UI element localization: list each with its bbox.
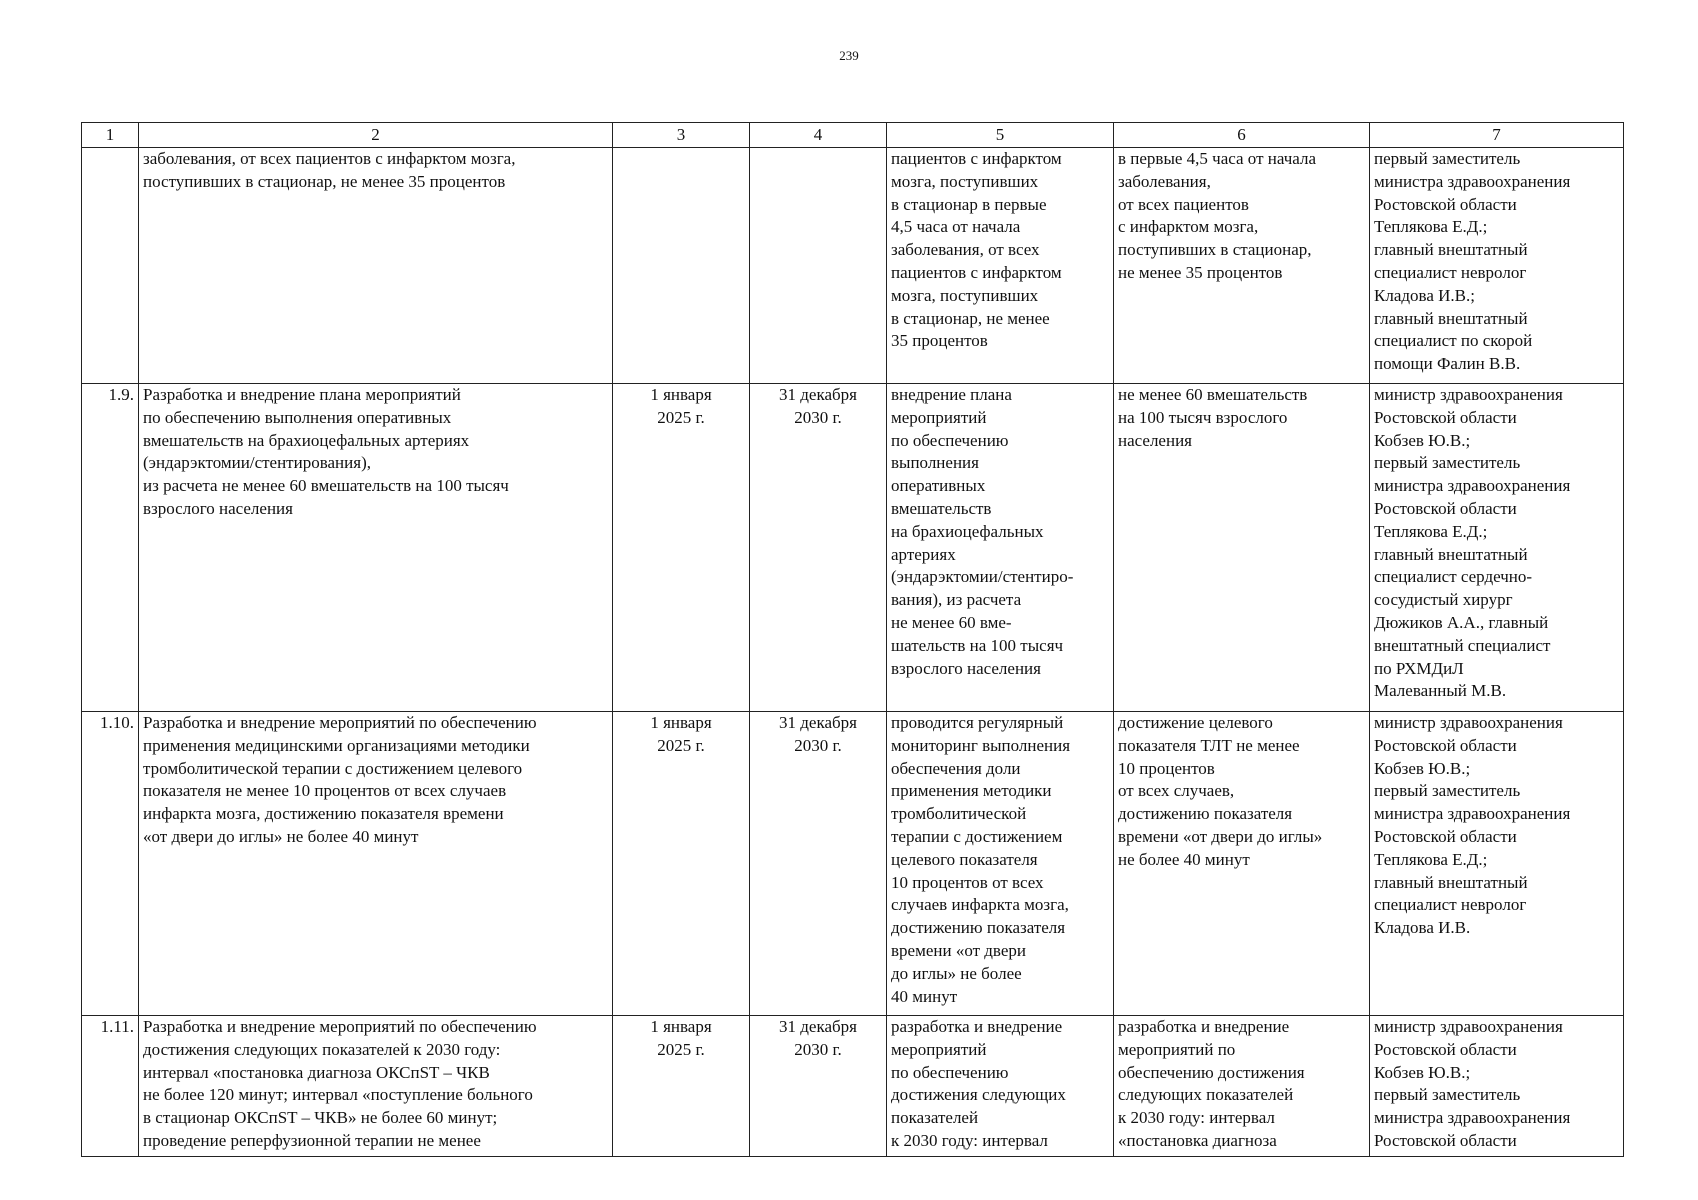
- result-cell: проводится регулярный мониторинг выполнения обеспечения доли применения методики тромболитической терапии с достижением целевого показателя 10 процентов от всех случаев инфаркта мозга, достижению показателя времени «от двери до иглы» не более 40 минут: [887, 712, 1114, 1016]
- table-row: [82, 1016, 1624, 1157]
- col-header-1: 1: [82, 123, 139, 148]
- end-date-cell: 31 декабря 2030 г.: [750, 1016, 887, 1157]
- start-date-cell: 1 января 2025 г.: [613, 712, 750, 1016]
- end-date-cell: 31 декабря 2030 г.: [750, 712, 887, 1016]
- start-date-cell: 1 января 2025 г.: [613, 384, 750, 712]
- header-row: [82, 123, 1624, 148]
- col-header-7: 7: [1370, 123, 1624, 148]
- activity-cell: Разработка и внедрение мероприятий по обеспечению применения медицинскими организациями методики тромболитической терапии с достижением целевого показателя не менее 10 процентов от всех случаев инфаркта мозга, достижению показателя времени «от двери до иглы» не более 40 минут: [139, 712, 613, 1016]
- col-header-6: 6: [1114, 123, 1370, 148]
- result-cell: внедрение плана мероприятий по обеспечению выполнения оперативных вмешательств на брахиоцефальных артериях (эндарэктомии/стентиро- вания), из расчета не менее 60 вме- шательств на 100 тысяч взрослого населения: [887, 384, 1114, 712]
- row-number: [82, 148, 139, 384]
- col-header-5: 5: [887, 123, 1114, 148]
- table-row: [82, 148, 1624, 384]
- row-number: 1.10.: [82, 712, 139, 1016]
- page-number: 239: [839, 48, 859, 63]
- activity-cell: Разработка и внедрение плана мероприятий по обеспечению выполнения оперативных вмешательств на брахиоцефальных артериях (эндарэктомии/стентирования), из расчета не менее 60 вмешательств на 100 тысяч взрослого населения: [139, 384, 613, 712]
- table-row: [82, 384, 1624, 712]
- col-header-3: 3: [613, 123, 750, 148]
- end-date-cell: [750, 148, 887, 384]
- table-row: [82, 712, 1624, 1016]
- responsible-cell: министр здравоохранения Ростовской области Кобзев Ю.В.; первый заместитель министра здравоохранения Ростовской области Теплякова Е.Д.; главный внештатный специалист сердечно- сосудистый хирург Дюжиков А.А., главный внештатный специалист по РХМДиЛ Малеванный М.В.: [1370, 384, 1624, 712]
- end-date-cell: 31 декабря 2030 г.: [750, 384, 887, 712]
- indicator-cell: разработка и внедрение мероприятий по обеспечению достижения следующих показателей к 2030 году: интервал «постановка диагноза: [1114, 1016, 1370, 1157]
- result-cell: пациентов с инфарктом мозга, поступивших в стационар в первые 4,5 часа от начала заболевания, от всех пациентов с инфарктом мозга, поступивших в стационар, не менее 35 процентов: [887, 148, 1114, 384]
- responsible-cell: министр здравоохранения Ростовской области Кобзев Ю.В.; первый заместитель министра здравоохранения Ростовской области: [1370, 1016, 1624, 1157]
- start-date-cell: [613, 148, 750, 384]
- indicator-cell: достижение целевого показателя ТЛТ не менее 10 процентов от всех случаев, достижению показателя времени «от двери до иглы» не более 40 минут: [1114, 712, 1370, 1016]
- activity-cell: Разработка и внедрение мероприятий по обеспечению достижения следующих показателей к 2030 году: интервал «постановка диагноза ОКСпST – ЧКВ не более 120 минут; интервал «поступление больного в стационар ОКСпST – ЧКВ» не более 60 минут; проведение реперфузионной терапии не менее: [139, 1016, 613, 1157]
- plan-table: [81, 122, 1624, 1157]
- start-date-cell: 1 января 2025 г.: [613, 1016, 750, 1157]
- col-header-4: 4: [750, 123, 887, 148]
- row-number: 1.11.: [82, 1016, 139, 1157]
- responsible-cell: первый заместитель министра здравоохранения Ростовской области Теплякова Е.Д.; главный внештатный специалист невролог Кладова И.В.; главный внештатный специалист по скорой помощи Фалин В.В.: [1370, 148, 1624, 384]
- indicator-cell: в первые 4,5 часа от начала заболевания, от всех пациентов с инфарктом мозга, поступивших в стационар, не менее 35 процентов: [1114, 148, 1370, 384]
- col-header-2: 2: [139, 123, 613, 148]
- row-number: 1.9.: [82, 384, 139, 712]
- responsible-cell: министр здравоохранения Ростовской области Кобзев Ю.В.; первый заместитель министра здравоохранения Ростовской области Теплякова Е.Д.; главный внештатный специалист невролог Кладова И.В.: [1370, 712, 1624, 1016]
- indicator-cell: не менее 60 вмешательств на 100 тысяч взрослого населения: [1114, 384, 1370, 712]
- result-cell: разработка и внедрение мероприятий по обеспечению достижения следующих показателей к 2030 году: интервал: [887, 1016, 1114, 1157]
- activity-cell: заболевания, от всех пациентов с инфарктом мозга, поступивших в стационар, не менее 35 процентов: [139, 148, 613, 384]
